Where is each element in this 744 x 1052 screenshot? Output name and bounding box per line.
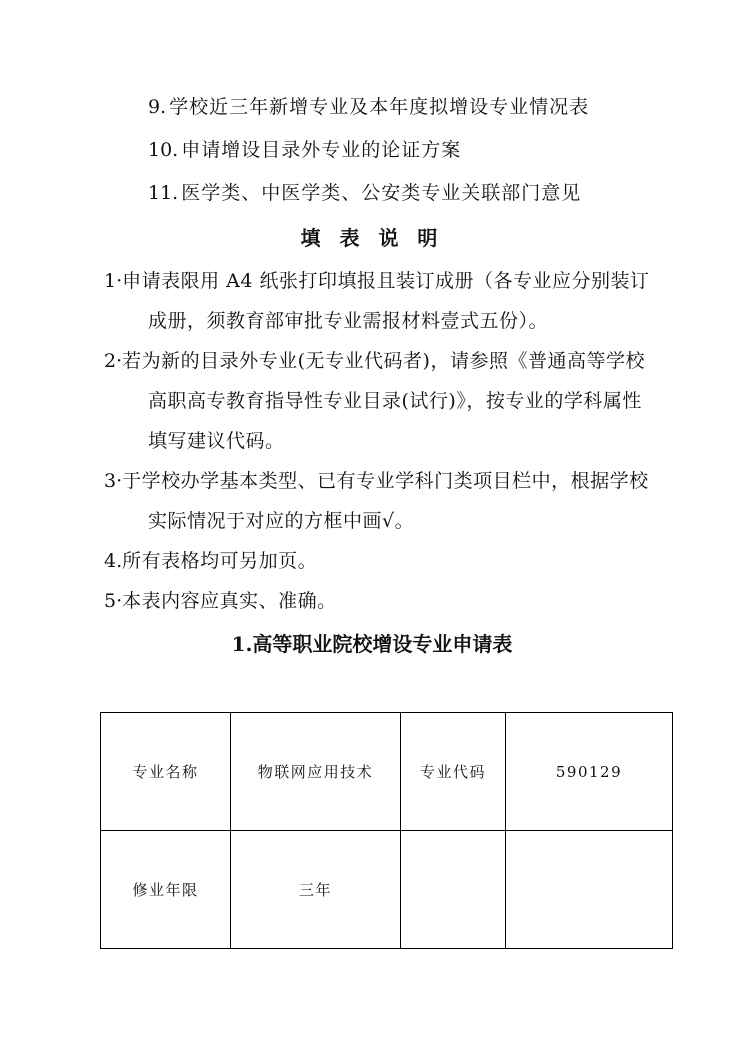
list-item-text: 学校近三年新增专业及本年度拟增设专业情况表 bbox=[169, 96, 590, 118]
instruction-item bbox=[104, 261, 650, 341]
instruction-number: 1· bbox=[104, 270, 123, 292]
section-title: 填 表 说 明 bbox=[300, 226, 444, 250]
instruction-text: 若为新的目录外专业(无专业代码者)，请参照《普通高等学校高职高专教育指导性专业目录(试行)》，按专业的学科属性填写建议代码。 bbox=[122, 350, 645, 452]
instruction-item bbox=[104, 541, 650, 581]
instruction-item bbox=[104, 581, 650, 621]
instruction-item bbox=[104, 341, 650, 461]
application-table bbox=[100, 712, 673, 949]
instruction-number: 3· bbox=[104, 470, 123, 492]
instruction-number: 4. bbox=[104, 550, 123, 572]
cell-major-code-label: 专业代码 bbox=[401, 713, 506, 831]
list-item-text: 申请增设目录外专业的论证方案 bbox=[181, 139, 462, 161]
cell-study-years-value: 三年 bbox=[231, 831, 401, 949]
list-item bbox=[148, 172, 744, 215]
attachment-list bbox=[148, 0, 744, 215]
instruction-text: 于学校办学基本类型、已有专业学科门类项目栏中，根据学校实际情况于对应的方框中画√。 bbox=[122, 470, 649, 532]
list-item bbox=[148, 129, 744, 172]
instruction-item bbox=[104, 461, 650, 541]
cell-major-name-value: 物联网应用技术 bbox=[231, 713, 401, 831]
instruction-text: 所有表格均可另加页。 bbox=[122, 550, 318, 572]
list-item-number: 11. bbox=[148, 182, 179, 204]
instructions-list bbox=[104, 261, 650, 621]
cell-empty bbox=[401, 831, 506, 949]
instruction-number: 2· bbox=[104, 350, 123, 372]
instruction-text: 本表内容应真实、准确。 bbox=[122, 590, 337, 612]
list-item-number: 9. bbox=[148, 96, 167, 118]
cell-major-name-label: 专业名称 bbox=[101, 713, 231, 831]
list-item bbox=[148, 86, 744, 129]
table-row bbox=[101, 713, 673, 831]
table-row bbox=[101, 831, 673, 949]
cell-study-years-label: 修业年限 bbox=[101, 831, 231, 949]
list-item-number: 10. bbox=[148, 139, 179, 161]
instruction-text: 申请表限用 A4 纸张打印填报且装订成册（各专业应分别装订成册，须教育部审批专业需报材料壹式五份）。 bbox=[122, 270, 650, 332]
list-item-text: 医学类、中医学类、公安类专业关联部门意见 bbox=[181, 182, 582, 204]
instruction-number: 5· bbox=[104, 590, 123, 612]
form-title: 1.高等职业院校增设专业申请表 bbox=[231, 632, 513, 656]
cell-major-code-value: 590129 bbox=[506, 713, 673, 831]
cell-empty bbox=[506, 831, 673, 949]
